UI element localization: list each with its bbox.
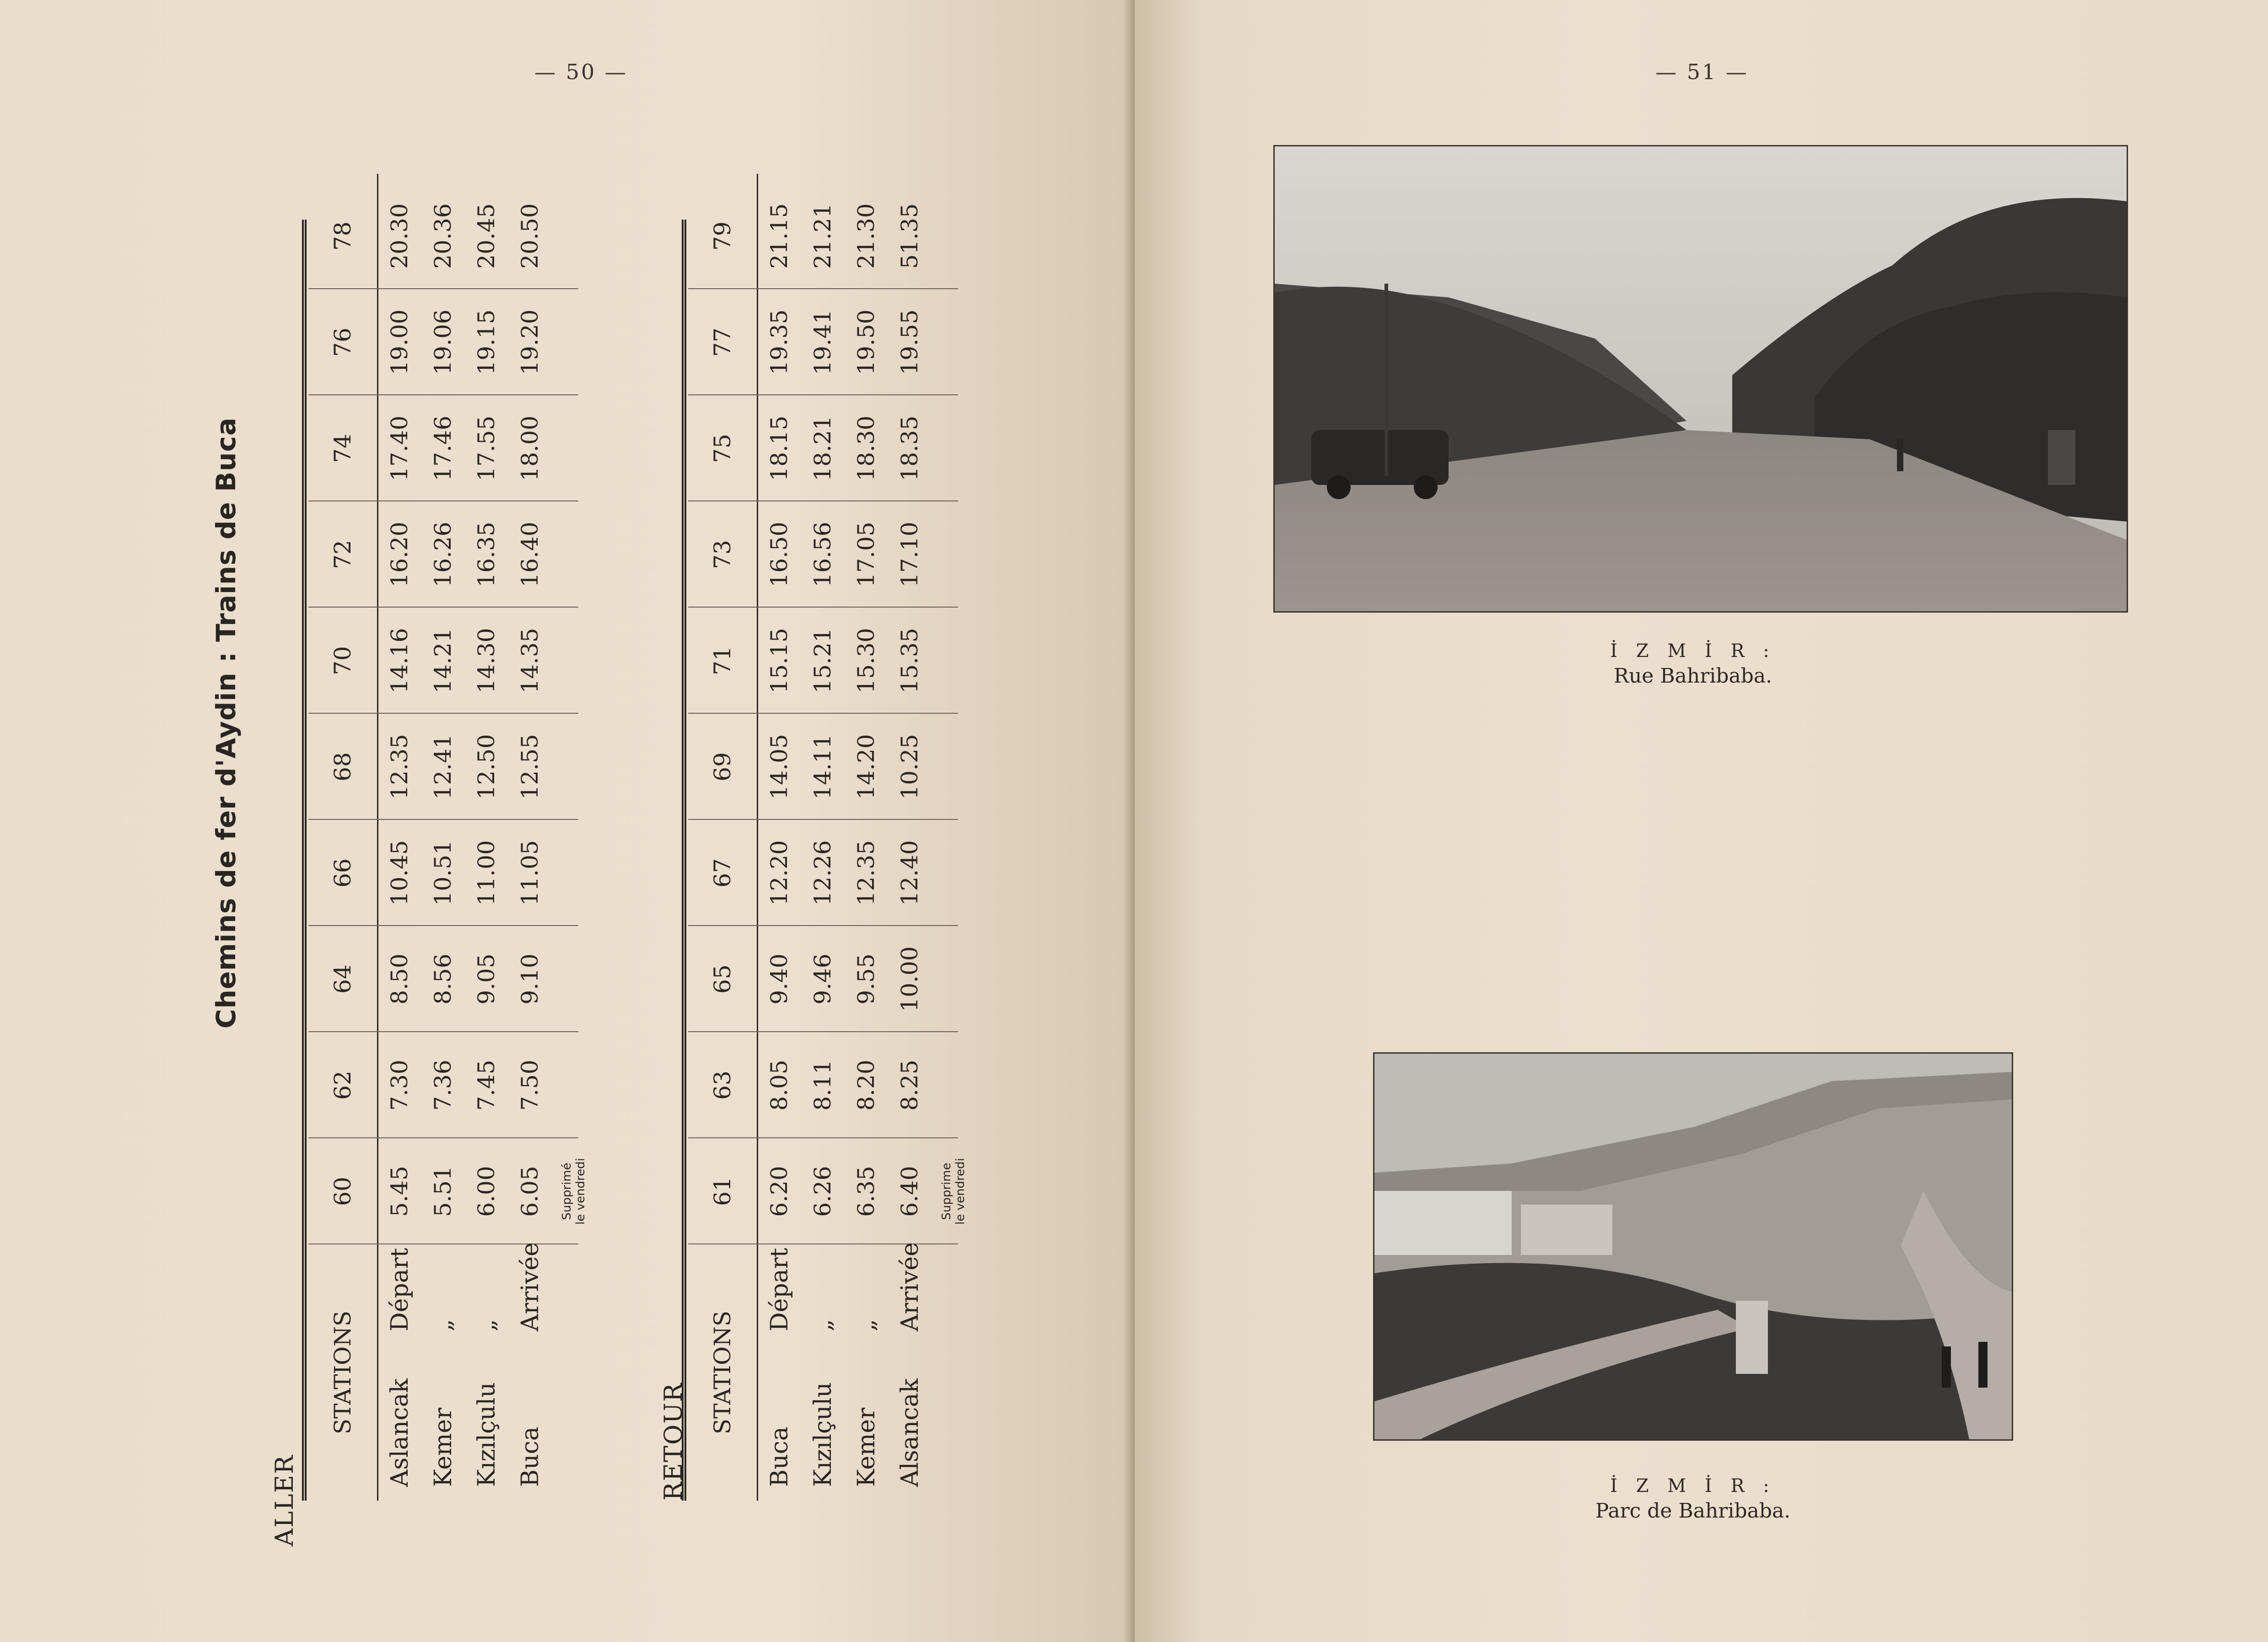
aller-time-cell: 16.35 xyxy=(473,522,500,587)
retour-time-cell: 19.55 xyxy=(896,309,923,375)
aller-time-cell: 17.55 xyxy=(473,415,500,481)
aller-time-cell: 6.05 xyxy=(517,1166,543,1217)
aller-time-cell: 6.00 xyxy=(473,1166,500,1217)
retour-time-cell: 19.35 xyxy=(766,309,792,375)
retour-top-rule xyxy=(682,220,686,1501)
timetable-rotated xyxy=(165,128,1034,1546)
aller-train-number: 62 xyxy=(329,1071,356,1100)
retour-time-cell: 17.10 xyxy=(896,522,923,587)
aller-time-cell: 14.35 xyxy=(517,628,543,694)
photo-caption-2 xyxy=(1556,1475,1830,1523)
retour-time-cell: 18.35 xyxy=(896,415,923,481)
aller-stations-header: STATIONS xyxy=(329,1310,356,1435)
photo-parc-bahribaba xyxy=(1373,1052,2013,1441)
aller-train-number: 64 xyxy=(329,964,356,994)
retour-label: RETOUR xyxy=(659,1382,688,1501)
aller-station-name: Aslancak xyxy=(386,1378,414,1487)
retour-train-number: 67 xyxy=(709,858,736,888)
aller-station-mark: Départ xyxy=(386,1248,414,1331)
retour-time-cell: 6.20 xyxy=(766,1166,792,1217)
caption-1-city: İ Z M İ R : xyxy=(1610,641,1776,662)
aller-note-line-1: Supprimé xyxy=(560,1163,574,1220)
aller-train-number: 70 xyxy=(329,646,356,675)
aller-time-cell: 7.36 xyxy=(430,1060,456,1111)
aller-station-mark: „ xyxy=(430,1319,457,1331)
retour-time-cell: 18.21 xyxy=(809,415,836,481)
retour-time-cell: 8.20 xyxy=(853,1060,879,1111)
aller-time-cell: 14.30 xyxy=(473,628,500,694)
aller-time-cell: 7.30 xyxy=(386,1060,413,1111)
aller-time-cell: 8.56 xyxy=(430,953,456,1005)
page-number-left: — 50 — xyxy=(534,59,628,84)
aller-time-cell: 19.00 xyxy=(386,309,413,375)
aller-station-mark: Arrivée xyxy=(517,1242,544,1331)
retour-time-cell: 12.20 xyxy=(766,840,792,906)
retour-time-cell: 6.26 xyxy=(809,1166,836,1217)
retour-time-cell: 21.15 xyxy=(766,203,792,269)
retour-train-number: 77 xyxy=(709,328,736,357)
retour-station-mark: Départ xyxy=(766,1248,793,1331)
retour-station-mark: „ xyxy=(853,1319,880,1331)
retour-table xyxy=(682,174,1039,1501)
retour-time-cell: 14.11 xyxy=(809,734,836,800)
retour-stations-header: STATIONS xyxy=(709,1310,736,1435)
retour-time-cell: 15.35 xyxy=(896,628,923,694)
aller-time-cell: 9.10 xyxy=(517,953,543,1005)
retour-time-cell: 6.40 xyxy=(896,1166,923,1217)
retour-time-cell: 8.11 xyxy=(809,1060,836,1111)
aller-time-cell: 14.21 xyxy=(430,628,456,694)
aller-time-cell: 16.26 xyxy=(430,522,456,587)
retour-train-number: 73 xyxy=(709,540,736,569)
retour-time-cell: 8.25 xyxy=(896,1060,923,1111)
retour-station-name: Buca xyxy=(766,1427,793,1487)
aller-train-number: 68 xyxy=(329,752,356,781)
aller-time-cell: 8.50 xyxy=(386,953,413,1005)
retour-time-cell: 15.30 xyxy=(853,628,879,694)
aller-time-cell: 20.50 xyxy=(517,203,543,269)
retour-train-number: 69 xyxy=(709,752,736,781)
aller-time-cell: 5.51 xyxy=(430,1166,456,1217)
retour-train-number: 63 xyxy=(709,1071,736,1100)
retour-time-cell: 16.56 xyxy=(809,522,836,587)
aller-top-rule xyxy=(302,220,307,1501)
aller-time-cell: 19.15 xyxy=(473,309,500,375)
aller-time-cell: 11.00 xyxy=(473,840,500,906)
aller-station-name: Kızılçulu xyxy=(473,1382,501,1487)
aller-time-cell: 9.05 xyxy=(473,953,500,1005)
aller-time-cell: 12.50 xyxy=(473,734,500,800)
aller-time-cell: 11.05 xyxy=(517,840,543,906)
retour-time-cell: 9.40 xyxy=(766,953,792,1005)
retour-time-cell: 14.20 xyxy=(853,734,879,800)
aller-time-cell: 5.45 xyxy=(386,1166,413,1217)
aller-time-cell: 18.00 xyxy=(517,415,543,481)
aller-train-number: 74 xyxy=(329,434,356,463)
aller-time-cell: 7.50 xyxy=(517,1060,543,1111)
retour-time-cell: 8.05 xyxy=(766,1060,792,1111)
aller-train-number: 60 xyxy=(329,1177,356,1206)
aller-time-cell: 17.46 xyxy=(430,415,456,481)
retour-note-line-2: le vendredi xyxy=(954,1158,967,1225)
photo-rue-bahribaba xyxy=(1273,145,2128,613)
aller-time-cell: 10.51 xyxy=(430,840,456,906)
retour-station-mark: Arrivée xyxy=(896,1242,924,1331)
retour-time-cell: 12.26 xyxy=(809,840,836,906)
aller-time-cell: 7.45 xyxy=(473,1060,500,1111)
aller-train-number: 72 xyxy=(329,540,356,569)
retour-time-cell: 51.35 xyxy=(896,203,923,269)
retour-station-name: Alsancak xyxy=(896,1378,924,1487)
photo-caption-1 xyxy=(1556,641,1830,688)
aller-time-cell: 19.06 xyxy=(430,309,456,375)
aller-time-cell: 16.20 xyxy=(386,522,413,587)
aller-time-cell: 10.45 xyxy=(386,840,413,906)
retour-time-cell: 10.25 xyxy=(896,734,923,800)
aller-label: ALLER xyxy=(270,1454,299,1546)
caption-2-city: İ Z M İ R : xyxy=(1610,1475,1776,1497)
aller-time-cell: 17.40 xyxy=(386,415,413,481)
retour-time-cell: 17.05 xyxy=(853,522,879,587)
aller-time-cell: 12.55 xyxy=(517,734,543,800)
retour-time-cell: 12.35 xyxy=(853,840,879,906)
retour-time-cell: 14.05 xyxy=(766,734,792,800)
retour-station-mark: „ xyxy=(809,1319,837,1331)
aller-time-cell: 20.45 xyxy=(473,203,500,269)
retour-time-cell: 12.40 xyxy=(896,840,923,906)
aller-note-line-2: le vendredi xyxy=(574,1158,587,1225)
retour-train-number: 61 xyxy=(709,1177,736,1206)
aller-table xyxy=(302,174,659,1501)
retour-note xyxy=(940,1146,967,1237)
aller-time-cell: 20.30 xyxy=(386,203,413,269)
retour-time-cell: 9.55 xyxy=(853,953,879,1005)
aller-station-name: Buca xyxy=(517,1427,544,1487)
retour-note-line-1: Supprime xyxy=(940,1163,954,1220)
retour-time-cell: 19.41 xyxy=(809,309,836,375)
retour-time-cell: 19.50 xyxy=(853,309,879,375)
retour-time-cell: 15.21 xyxy=(809,628,836,694)
aller-time-cell: 19.20 xyxy=(517,309,543,375)
retour-time-cell: 10.00 xyxy=(896,946,923,1012)
retour-station-name: Kızılçulu xyxy=(809,1382,837,1487)
caption-1-place: Rue Bahribaba. xyxy=(1613,664,1772,688)
retour-time-cell: 18.15 xyxy=(766,415,792,481)
timetable-title: Chemins de fer d'Aydin : Trains de Buca xyxy=(210,417,242,1028)
retour-train-number: 71 xyxy=(709,646,736,675)
aller-time-cell: 14.16 xyxy=(386,628,413,694)
aller-train-number: 76 xyxy=(329,328,356,357)
aller-train-number: 78 xyxy=(329,221,356,251)
page-number-right: — 51 — xyxy=(1655,59,1749,84)
retour-station-name: Kemer xyxy=(853,1407,880,1487)
retour-time-cell: 16.50 xyxy=(766,522,792,587)
retour-time-cell: 21.30 xyxy=(853,203,879,269)
retour-time-cell: 21.21 xyxy=(809,203,836,269)
caption-2-place: Parc de Bahribaba. xyxy=(1595,1499,1791,1523)
retour-time-cell: 18.30 xyxy=(853,415,879,481)
retour-train-number: 65 xyxy=(709,964,736,994)
aller-station-mark: „ xyxy=(473,1319,501,1331)
aller-train-number: 66 xyxy=(329,858,356,888)
retour-train-number: 79 xyxy=(709,221,736,251)
aller-time-cell: 16.40 xyxy=(517,522,543,587)
aller-time-cell: 20.36 xyxy=(430,203,456,269)
retour-time-cell: 9.46 xyxy=(809,953,836,1005)
retour-time-cell: 6.35 xyxy=(853,1166,879,1217)
aller-station-name: Kemer xyxy=(430,1407,457,1487)
aller-time-cell: 12.35 xyxy=(386,734,413,800)
retour-train-number: 75 xyxy=(709,434,736,463)
aller-note xyxy=(560,1146,587,1237)
aller-time-cell: 12.41 xyxy=(430,734,456,800)
retour-time-cell: 15.15 xyxy=(766,628,792,694)
